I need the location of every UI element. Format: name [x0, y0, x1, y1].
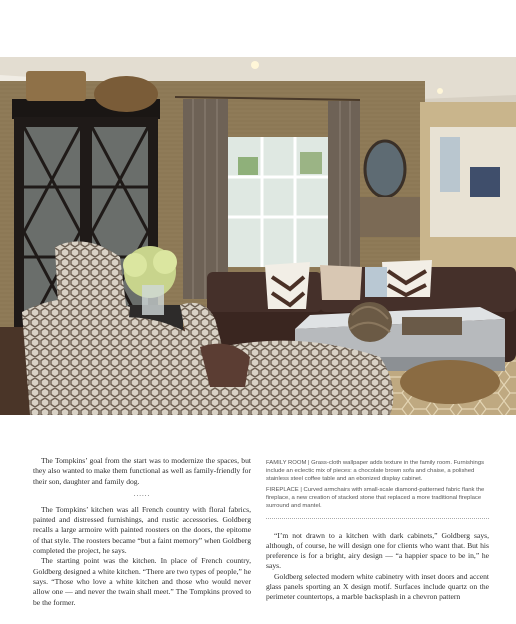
photo-caption-fireplace: FIREPLACE | Curved armchairs with small-scale diamond-patterned fabric flank the fireplace, a new creation of stacked stone that replaced a more traditional fireplace surround and mantel. [266, 487, 485, 510]
paragraph: The starting point was the kitchen. In place of French country, Goldberg designed a white kitchen. “There are two types of people,” he says. “Those who love a white kitchen and those who would never allow one — and never the twain shall meet.” The Tompkins proved to be the former. [33, 556, 251, 607]
paragraph: Goldberg selected modern white cabinetry with inset doors and accent glass panels sporting an X design motif. Surfaces include quartz on the perimeter countertops, a marble backsplash in a chevron pattern [266, 571, 489, 602]
article-right-column [266, 459, 489, 603]
paragraph: The Tompkins’ kitchen was all French country with floral fabrics, painted and distressed furnishings, and rustic accessories. Goldberg recalls a large armoire with painted roosters on the doors, the epitome of that style. The roosters became “but a faint memory” when Goldberg completed the project, he says. [33, 504, 251, 556]
section-separator: ...... [133, 489, 151, 498]
caption-divider [266, 518, 489, 519]
paragraph: The Tompkins’ goal from the start was to modernize the spaces, but they also wanted to make them functional as well as family-friendly for their son, daughter and family dog. [33, 456, 251, 486]
family-room-illustration [0, 57, 516, 415]
article-left-column [33, 456, 251, 608]
paragraph: “I’m not drawn to a kitchen with dark cabinets,” Goldberg says, although, of course, he will design one for clients who want that. But his preference is for a bright, airy design — “a happier space to be in,” he says. [266, 530, 489, 571]
article-right-body [266, 531, 489, 603]
family-room-photo [0, 57, 516, 415]
photo-caption-family-room: FAMILY ROOM | Grass-cloth wallpaper adds texture in the family room. Furnishings include an eclectic mix of pieces: a chocolate brown sofa and chaise, a polished stainless steel coffee table and an ebonized display cabinet. [266, 460, 485, 483]
